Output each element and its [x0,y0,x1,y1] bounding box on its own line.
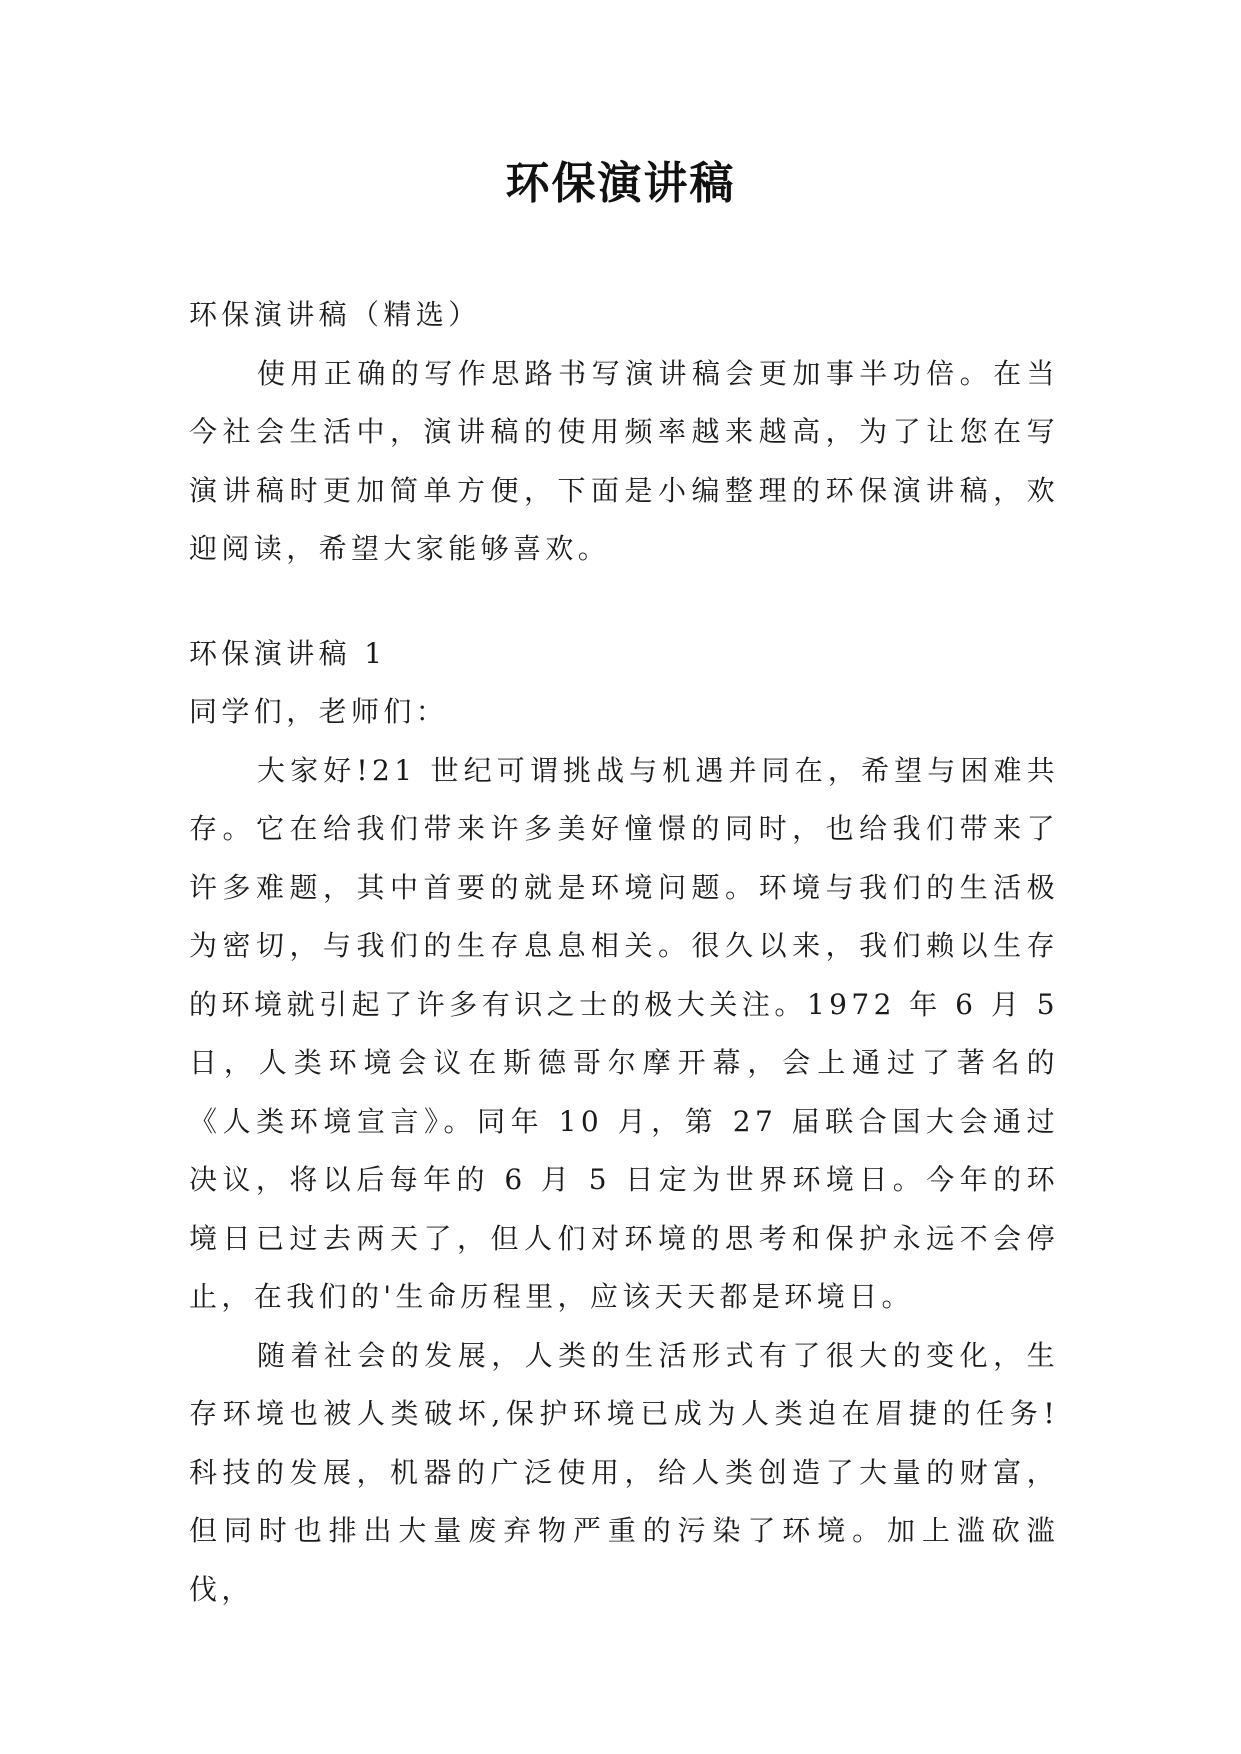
body-paragraph-1: 大家好!21 世纪可谓挑战与机遇并同在，希望与困难共存。它在给我们带来许多美好憧憬的同时，也给我们带来了许多难题，其中首要的就是环境问题。环境与我们的生活极为密切，与我们的生存息息相关。很久以来，我们赖以生存的环境就引起了许多有识之士的极大关注。1972 年 6 月 5 日，人类环境会议在斯德哥尔摩开幕，会上通过了著名的《人类环境宣言》。同年 10 月，第 27 届联合国大会通过决议，将以后每年的 6 月 5 日定为世界环境日。今年的环境日已过去两天了，但人们对环境的思考和保护永远不会停止，在我们的'生命历程里，应该天天都是环境日。 [189,753,1059,1313]
document-body [189,286,1059,1619]
section-spacer [189,579,1059,625]
document-subtitle: 环保演讲稿（精选） [189,298,481,331]
document-title: 环保演讲稿 [505,158,736,209]
salutation: 同学们，老师们： [189,695,449,728]
intro-paragraph: 使用正确的写作思路书写演讲稿会更加事半功倍。在当今社会生活中，演讲稿的使用频率越来越高，为了让您在写演讲稿时更加简单方便，下面是小编整理的环保演讲稿，欢迎阅读，希望大家能够喜欢。 [189,356,1059,565]
section-heading: 环保演讲稿 1 [189,636,387,670]
body-paragraph-2: 随着社会的发展，人类的生活形式有了很大的变化，生存环境也被人类破坏,保护环境已成为人类迫在眉捷的任务!科技的发展，机器的广泛使用，给人类创造了大量的财富，但同时也排出大量废弃物严重的污染了环境。加上滥砍滥伐， [189,1338,1059,1606]
